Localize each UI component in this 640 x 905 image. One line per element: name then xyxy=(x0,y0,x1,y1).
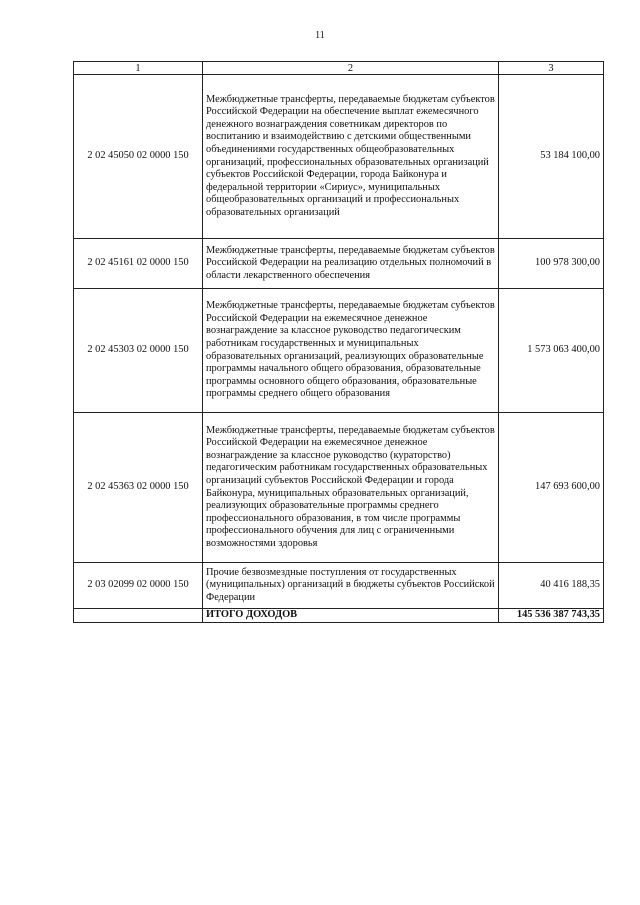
table-row xyxy=(74,289,604,413)
column-header-3: 3 xyxy=(499,62,604,75)
budget-code-cell: 2 02 45363 02 0000 150 xyxy=(74,413,203,563)
column-header-1: 1 xyxy=(74,62,203,75)
description-cell: Межбюджетные трансферты, передаваемые бюджетам субъектов Российской Федерации на ежемесячное денежное вознаграждение за классное руководство педагогическим работникам государственных и муниципальных образовательных организаций, реализующих образовательные программы начального общего образования, образовательные программы основного общего образования, образовательные программы среднего общего образования xyxy=(203,289,499,413)
table-row xyxy=(74,563,604,609)
table-header-row xyxy=(74,62,604,75)
amount-cell: 40 416 188,35 xyxy=(499,563,604,609)
total-empty-cell xyxy=(74,609,203,623)
column-header-2: 2 xyxy=(203,62,499,75)
table-row xyxy=(74,413,604,563)
budget-code-cell: 2 03 02099 02 0000 150 xyxy=(74,563,203,609)
description-cell: Межбюджетные трансферты, передаваемые бюджетам субъектов Российской Федерации на ежемесячное денежное вознаграждение за классное руководство (кураторство) педагогическим работникам государственных образовательных организаций субъектов Российской Федерации и города Байконура, муниципальных образовательных организаций, реализующих образовательные программы среднего профессионального образования, в том числе программы профессионального обучения для лиц с ограниченными возможностями здоровья xyxy=(203,413,499,563)
total-row xyxy=(74,609,604,623)
description-cell: Межбюджетные трансферты, передаваемые бюджетам субъектов Российской Федерации на обеспечение выплат ежемесячного денежного вознаграждения советникам директоров по воспитанию и взаимодействию с детскими общественными объединениями государственных общеобразовательных организаций, профессиональных образовательных организаций субъектов Российской Федерации, города Байконура и федеральной территории «Сириус», муниципальных общеобразовательных организаций и профессиональных образовательных организаций xyxy=(203,75,499,239)
amount-cell: 147 693 600,00 xyxy=(499,413,604,563)
amount-cell: 100 978 300,00 xyxy=(499,239,604,289)
table-row xyxy=(74,75,604,239)
table-row xyxy=(74,239,604,289)
total-label: ИТОГО ДОХОДОВ xyxy=(203,609,499,623)
budget-code-cell: 2 02 45050 02 0000 150 xyxy=(74,75,203,239)
amount-cell: 1 573 063 400,00 xyxy=(499,289,604,413)
description-cell: Прочие безвозмездные поступления от государственных (муниципальных) организаций в бюджеты субъектов Российской Федерации xyxy=(203,563,499,609)
amount-cell: 53 184 100,00 xyxy=(499,75,604,239)
page-number: 11 xyxy=(315,30,325,41)
budget-code-cell: 2 02 45303 02 0000 150 xyxy=(74,289,203,413)
total-amount: 145 536 387 743,35 xyxy=(499,609,604,623)
description-cell: Межбюджетные трансферты, передаваемые бюджетам субъектов Российской Федерации на реализацию отдельных полномочий в области лекарственного обеспечения xyxy=(203,239,499,289)
budget-code-cell: 2 02 45161 02 0000 150 xyxy=(74,239,203,289)
revenue-table xyxy=(73,61,604,623)
